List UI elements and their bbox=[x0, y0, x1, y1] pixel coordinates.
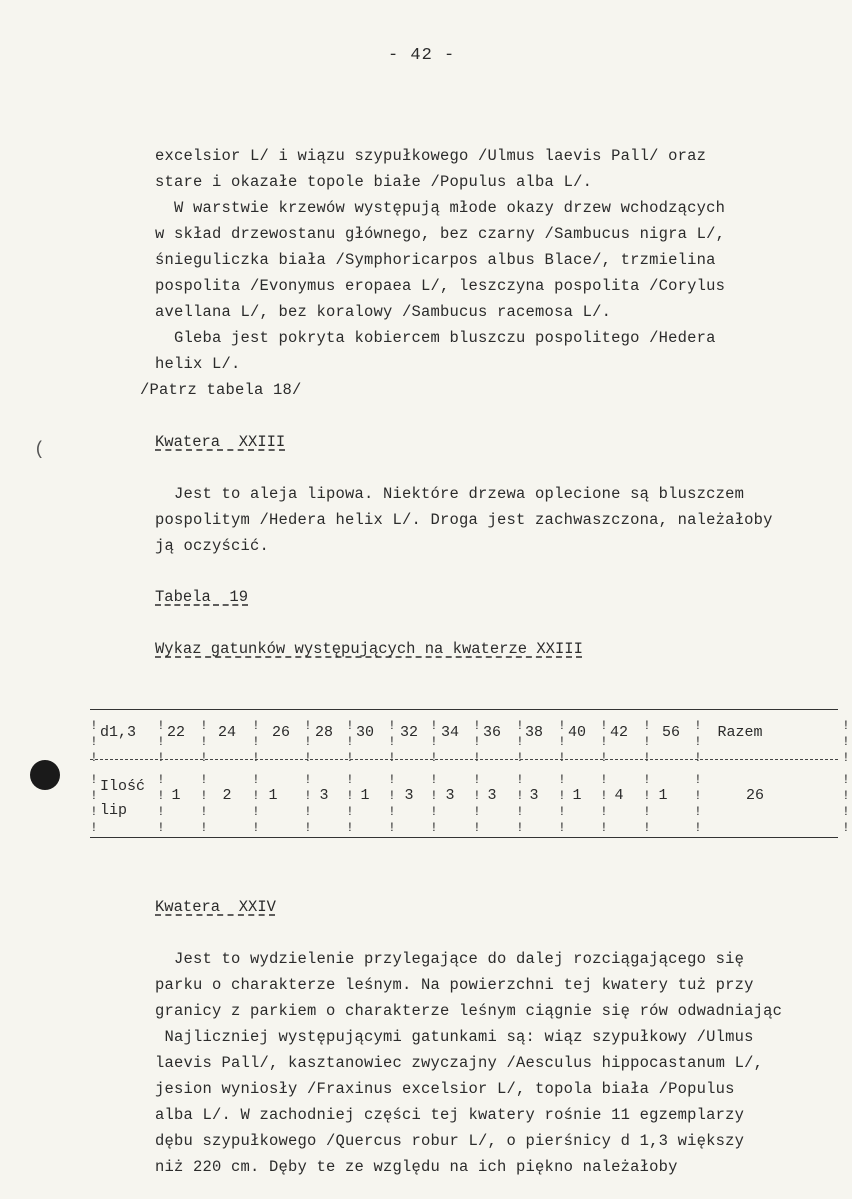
separator-mark: ! bbox=[694, 772, 702, 787]
separator-mark: ! bbox=[157, 750, 165, 765]
separator-mark: ! bbox=[430, 804, 438, 819]
header-cell: 40 bbox=[567, 724, 586, 741]
table-caption: Wykaz gatunków występujących na kwaterze XXIII bbox=[155, 640, 583, 658]
separator-mark: ! bbox=[346, 772, 354, 787]
header-cell: 30 bbox=[355, 724, 374, 741]
data-cell: 1 bbox=[268, 787, 278, 804]
separator-mark: ! bbox=[388, 788, 396, 803]
text-line: pospolitym /Hedera helix L/. Droga jest zachwaszczona, należałoby bbox=[155, 511, 773, 529]
data-cell: 1 bbox=[360, 787, 370, 804]
table-heading: Tabela 19 bbox=[155, 588, 249, 606]
separator-mark: ! bbox=[558, 772, 566, 787]
separator-mark: ! bbox=[516, 772, 524, 787]
separator-mark: ! bbox=[694, 788, 702, 803]
data-cell: 1 bbox=[171, 787, 181, 804]
margin-mark: ( bbox=[34, 440, 45, 460]
separator-mark: ! bbox=[643, 772, 651, 787]
ink-blot bbox=[30, 760, 60, 790]
header-cell: 34 bbox=[440, 724, 459, 741]
text-line: Jest to wydzielenie przylegające do dalej rozciągającego się bbox=[155, 950, 745, 968]
separator-mark: ! bbox=[304, 772, 312, 787]
row-label: lip bbox=[100, 802, 128, 819]
data-cell: 1 bbox=[658, 787, 668, 804]
separator-mark: ! bbox=[643, 804, 651, 819]
separator-mark: ! bbox=[842, 804, 850, 819]
separator-mark: ! bbox=[252, 820, 260, 835]
separator-mark: ! bbox=[473, 772, 481, 787]
separator-mark: ! bbox=[600, 734, 608, 749]
separator-mark: ! bbox=[842, 788, 850, 803]
separator-mark: ! bbox=[430, 788, 438, 803]
separator-mark: ! bbox=[430, 718, 438, 733]
header-cell: 26 bbox=[271, 724, 290, 741]
separator-mark: ! bbox=[252, 804, 260, 819]
separator-mark: ! bbox=[600, 788, 608, 803]
separator-mark: ! bbox=[694, 734, 702, 749]
data-cell: 4 bbox=[614, 787, 624, 804]
separator-mark: ! bbox=[842, 718, 850, 733]
separator-mark: ! bbox=[558, 788, 566, 803]
separator-mark: ! bbox=[516, 750, 524, 765]
separator-mark: ! bbox=[643, 820, 651, 835]
data-cell: 3 bbox=[445, 787, 455, 804]
text-line: laevis Pall/, kasztanowiec zwyczajny /Aesculus hippocastanum L/, bbox=[155, 1054, 764, 1072]
separator-mark: ! bbox=[842, 772, 850, 787]
separator-mark: ! bbox=[643, 750, 651, 765]
text-line: stare i okazałe topole białe /Populus alba L/. bbox=[155, 173, 593, 191]
text-line: Najliczniej występującymi gatunkami są: wiąz szypułkowy /Ulmus bbox=[155, 1028, 754, 1046]
separator-mark: ! bbox=[157, 804, 165, 819]
separator-mark: ! bbox=[516, 734, 524, 749]
separator-mark: ! bbox=[516, 788, 524, 803]
separator-mark: ! bbox=[346, 820, 354, 835]
separator-mark: ! bbox=[516, 820, 524, 835]
header-cell: 28 bbox=[314, 724, 333, 741]
separator-mark: ! bbox=[346, 734, 354, 749]
separator-mark: ! bbox=[558, 820, 566, 835]
page-number: - 42 - bbox=[388, 46, 456, 65]
separator-mark: ! bbox=[558, 804, 566, 819]
text-line: avellana L/, bez koralowy /Sambucus racemosa L/. bbox=[155, 303, 612, 321]
separator-mark: ! bbox=[90, 734, 98, 749]
separator-mark: ! bbox=[252, 750, 260, 765]
separator-mark: ! bbox=[157, 734, 165, 749]
separator-mark: ! bbox=[842, 750, 850, 765]
separator-mark: ! bbox=[304, 750, 312, 765]
header-cell: 36 bbox=[482, 724, 501, 741]
separator-mark: ! bbox=[516, 718, 524, 733]
header-cell: 42 bbox=[609, 724, 628, 741]
separator-mark: ! bbox=[516, 804, 524, 819]
separator-mark: ! bbox=[200, 750, 208, 765]
data-cell: 3 bbox=[404, 787, 414, 804]
separator-mark: ! bbox=[842, 820, 850, 835]
text-line: Gleba jest pokryta kobiercem bluszczu pospolitego /Hedera bbox=[155, 329, 716, 347]
separator-mark: ! bbox=[252, 788, 260, 803]
separator-mark: ! bbox=[252, 772, 260, 787]
header-cell: 56 bbox=[661, 724, 680, 741]
separator-mark: ! bbox=[304, 820, 312, 835]
separator-mark: ! bbox=[694, 750, 702, 765]
text-line: parku o charakterze leśnym. Na powierzchni tej kwatery tuż przy bbox=[155, 976, 754, 994]
header-cell: 32 bbox=[399, 724, 418, 741]
separator-mark: ! bbox=[200, 718, 208, 733]
separator-mark: ! bbox=[473, 804, 481, 819]
separator-mark: ! bbox=[90, 820, 98, 835]
separator-mark: ! bbox=[694, 718, 702, 733]
separator-mark: ! bbox=[90, 750, 98, 765]
text-line: dębu szypułkowego /Quercus robur L/, o pierśnicy d 1,3 większy bbox=[155, 1132, 745, 1150]
text-line: niż 220 cm. Dęby te ze względu na ich piękno należałoby bbox=[155, 1158, 678, 1176]
separator-mark: ! bbox=[388, 734, 396, 749]
separator-mark: ! bbox=[200, 772, 208, 787]
text-line: śnieguliczka biała /Symphoricarpos albus Blace/, trzmielina bbox=[155, 251, 716, 269]
data-cell: 1 bbox=[572, 787, 582, 804]
separator-mark: ! bbox=[346, 804, 354, 819]
separator-mark: ! bbox=[643, 788, 651, 803]
separator-mark: ! bbox=[304, 734, 312, 749]
separator-mark: ! bbox=[346, 750, 354, 765]
separator-mark: ! bbox=[473, 718, 481, 733]
separator-mark: ! bbox=[430, 750, 438, 765]
separator-mark: ! bbox=[600, 804, 608, 819]
data-total: 26 bbox=[745, 787, 764, 804]
row-label: Ilość bbox=[100, 778, 146, 795]
header-cell: 22 bbox=[166, 724, 185, 741]
separator-mark: ! bbox=[304, 718, 312, 733]
text-line: excelsior L/ i wiązu szypułkowego /Ulmus laevis Pall/ oraz bbox=[155, 147, 707, 165]
text-line: alba L/. W zachodniej części tej kwatery rośnie 11 egzemplarzy bbox=[155, 1106, 745, 1124]
header-total: Razem bbox=[717, 724, 763, 741]
separator-mark: ! bbox=[157, 820, 165, 835]
separator-mark: ! bbox=[200, 820, 208, 835]
separator-mark: ! bbox=[643, 734, 651, 749]
text-line: W warstwie krzewów występują młode okazy drzew wchodzących bbox=[155, 199, 726, 217]
table-top-rule bbox=[90, 709, 838, 710]
separator-mark: ! bbox=[90, 788, 98, 803]
separator-mark: ! bbox=[694, 820, 702, 835]
text-line: w skład drzewostanu głównego, bez czarny /Sambucus nigra L/, bbox=[155, 225, 726, 243]
separator-mark: ! bbox=[388, 804, 396, 819]
data-cell: 3 bbox=[529, 787, 539, 804]
separator-mark: ! bbox=[200, 788, 208, 803]
data-cell: 3 bbox=[487, 787, 497, 804]
separator-mark: ! bbox=[430, 772, 438, 787]
separator-mark: ! bbox=[643, 718, 651, 733]
separator-mark: ! bbox=[388, 718, 396, 733]
table-reference: /Patrz tabela 18/ bbox=[140, 381, 302, 399]
separator-mark: ! bbox=[430, 734, 438, 749]
separator-mark: ! bbox=[200, 734, 208, 749]
separator-mark: ! bbox=[600, 750, 608, 765]
data-cell: 2 bbox=[222, 787, 232, 804]
separator-mark: ! bbox=[157, 772, 165, 787]
text-line: pospolita /Evonymus eropaea L/, leszczyna pospolita /Corylus bbox=[155, 277, 726, 295]
header-cell: 38 bbox=[524, 724, 543, 741]
section-heading-xxiii: Kwatera XXIII bbox=[155, 433, 286, 451]
separator-mark: ! bbox=[304, 804, 312, 819]
separator-mark: ! bbox=[600, 718, 608, 733]
separator-mark: ! bbox=[600, 820, 608, 835]
separator-mark: ! bbox=[90, 718, 98, 733]
separator-mark: ! bbox=[473, 820, 481, 835]
header-cell: 24 bbox=[217, 724, 236, 741]
data-cell: 3 bbox=[319, 787, 329, 804]
text-line: jesion wyniosły /Fraxinus excelsior L/, topola biała /Populus bbox=[155, 1080, 735, 1098]
separator-mark: ! bbox=[558, 718, 566, 733]
table-bottom-rule bbox=[90, 837, 838, 838]
separator-mark: ! bbox=[304, 788, 312, 803]
header-label: d1,3 bbox=[100, 724, 137, 741]
separator-mark: ! bbox=[473, 788, 481, 803]
separator-mark: ! bbox=[157, 788, 165, 803]
separator-mark: ! bbox=[558, 750, 566, 765]
text-line: granicy z parkiem o charakterze leśnym ciągnie się rów odwadniając bbox=[155, 1002, 783, 1020]
section-heading-xxiv: Kwatera XXIV bbox=[155, 898, 276, 916]
separator-mark: ! bbox=[388, 820, 396, 835]
separator-mark: ! bbox=[346, 718, 354, 733]
text-line: helix L/. bbox=[155, 355, 241, 373]
separator-mark: ! bbox=[430, 820, 438, 835]
separator-mark: ! bbox=[157, 718, 165, 733]
separator-mark: ! bbox=[388, 750, 396, 765]
separator-mark: ! bbox=[388, 772, 396, 787]
text-line: Jest to aleja lipowa. Niektóre drzewa oplecione są bluszczem bbox=[155, 485, 745, 503]
text-line: ją oczyścić. bbox=[155, 537, 270, 555]
separator-mark: ! bbox=[473, 734, 481, 749]
separator-mark: ! bbox=[558, 734, 566, 749]
separator-mark: ! bbox=[473, 750, 481, 765]
separator-mark: ! bbox=[200, 804, 208, 819]
separator-mark: ! bbox=[346, 788, 354, 803]
separator-mark: ! bbox=[600, 772, 608, 787]
separator-mark: ! bbox=[252, 734, 260, 749]
separator-mark: ! bbox=[694, 804, 702, 819]
separator-mark: ! bbox=[252, 718, 260, 733]
separator-mark: ! bbox=[842, 734, 850, 749]
separator-mark: ! bbox=[90, 772, 98, 787]
separator-mark: ! bbox=[90, 804, 98, 819]
